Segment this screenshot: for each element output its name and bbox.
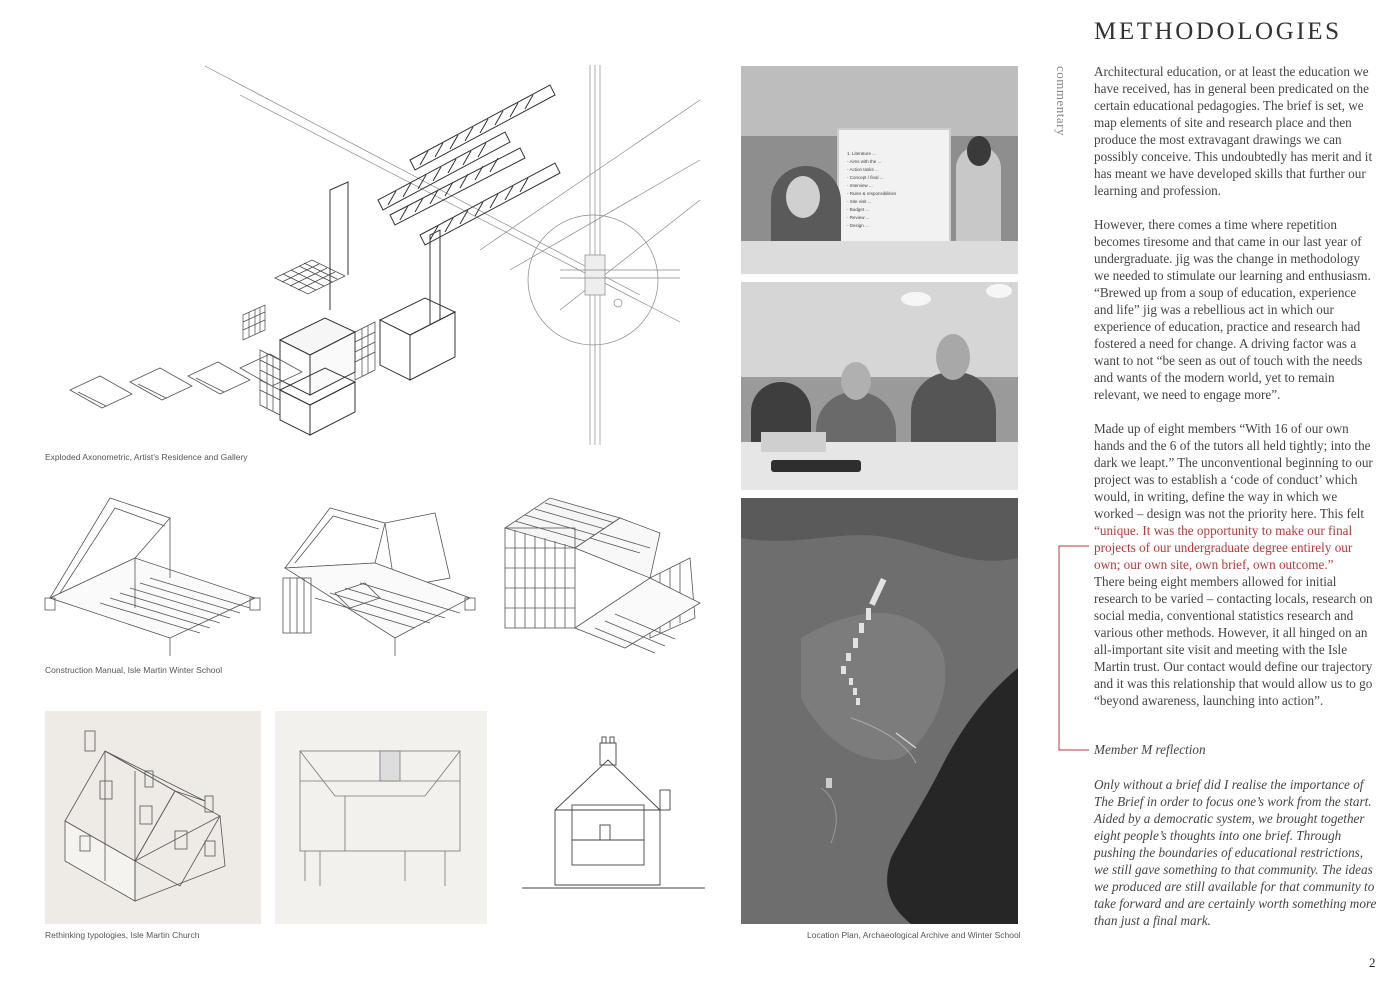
reflection-heading: Member M reflection	[1094, 742, 1206, 757]
construction-frame-3	[500, 488, 705, 658]
paragraph-2: However, there comes a time where repetition becomes tiresome and that came in our last year of undergraduate. jig was the change in methodology we needed to stimulate our learning and enthusiasm. “Brewed up from a soup of education, experience and life” jig was a rebellious act in which our experience of education, practice and research had fostered a need for change. A driving factor was a want to not “be seen as out of touch with the needs and wants of the modern world, yet to remain relevant, we need to engage more”.	[1094, 217, 1371, 402]
paragraph-1: Architectural education, or at least the education we have received, has in general been predicated on the certain educational pedagogies. The brief is set, we map elements of site and research place and then produce the most extravagant drawings we can possibly conceive. This undoubtedly has merit and it has meant we have developed skills that further our learning and profession.	[1094, 64, 1373, 198]
church-axonometric-drawing	[45, 711, 261, 924]
church-section-drawing	[275, 711, 487, 924]
paragraph-3-end: There being eight members allowed for initial research to be varied – contacting locals, research on social media, conventional statistics research and various other methods. However, it all hinged on an all-important site visit and meeting with the Isle Martin trust. Our contact would define our trajectory and it was this relationship that would allow us to go “beyond awareness, launching into action”.	[1094, 574, 1373, 708]
caption-construction: Construction Manual, Isle Martin Winter School	[45, 665, 223, 675]
photo-whiteboard-meeting	[741, 66, 1018, 274]
page-title: METHODOLOGIES	[1094, 18, 1342, 45]
exploded-axonometric-drawing	[40, 60, 705, 450]
side-label: commentary	[1054, 66, 1069, 136]
construction-frame-1	[40, 488, 265, 658]
caption-typologies: Rethinking typologies, Isle Martin Church	[45, 930, 200, 940]
paragraph-3	[1094, 420, 1378, 709]
quote-bracket	[1055, 540, 1095, 755]
church-elevation-drawing	[520, 735, 710, 895]
paragraph-3-start: Made up of eight members “With 16 of our own hands and the 6 of the tutors all held tightly; into the dark we leapt.” The unconventional beginning to our project was to establish a ‘code of conduct’ which would, in writing, define the way in which we worked – design was not the priority here. This felt	[1094, 421, 1373, 521]
caption-location: Location Plan, Archaeological Archive and Winter School	[807, 930, 1021, 940]
caption-axonometric: Exploded Axonometric, Artist’s Residence and Gallery	[45, 452, 248, 462]
construction-frame-2	[275, 488, 485, 658]
whiteboard: 1. Literature ... - Aims with the ... - Action tasks ... - Concept / final ... - Interview ... - Rules & responsibilities - Site visit ... - Budget ... - Review ... - Design ...	[837, 128, 951, 250]
reflection-text: Only without a brief did I realise the importance of The Brief in order to focus one’s work from the start. Aided by a democratic system, we brought together eight people’s thoughts into one brief. Through pushing the boundaries of educational restrictions, we still gave something to that community. The ideas we produced are still available for that community to take forward and are certainly worth something more than just a final mark.	[1094, 777, 1377, 928]
photo-students-at-desk	[741, 282, 1018, 490]
aerial-location-plan	[741, 498, 1018, 924]
page-number: 2	[1369, 955, 1376, 970]
highlighted-quote: “unique. It was the opportunity to make our final projects of our undergraduate degree entirely our own; our own site, own brief, own outcome.”	[1094, 523, 1353, 572]
